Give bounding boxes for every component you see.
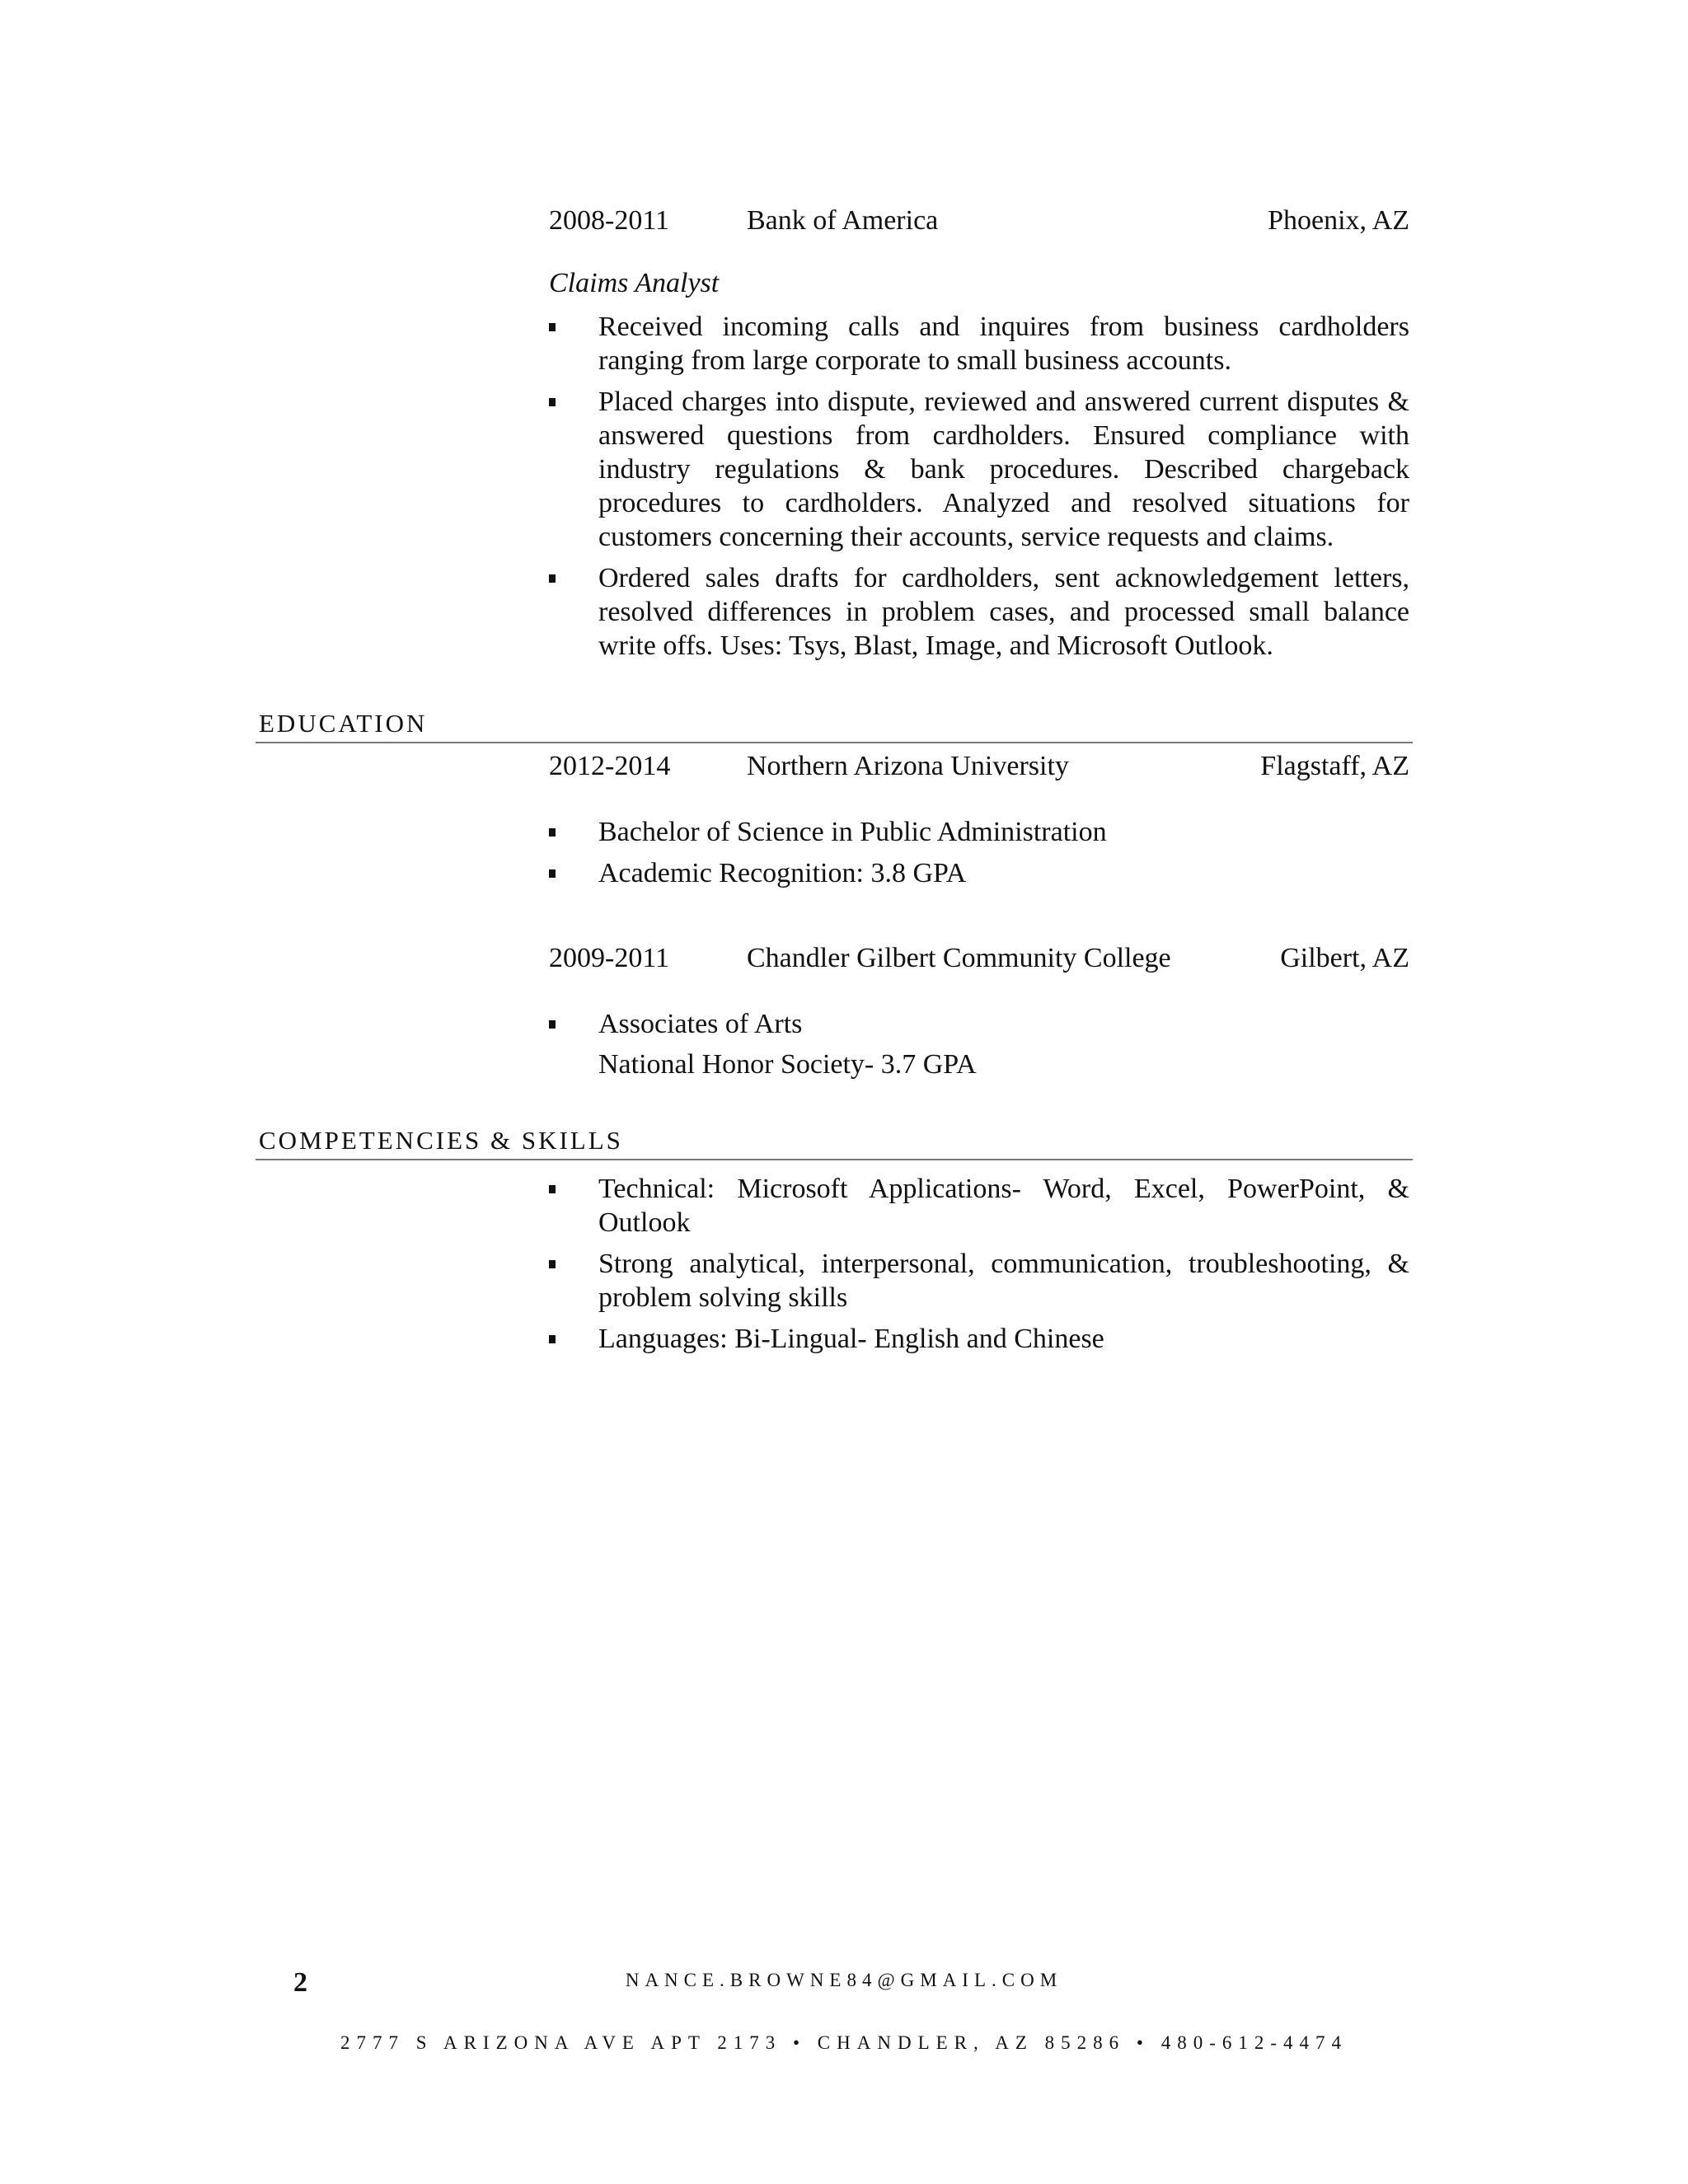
education-note: National Honor Society- 3.7 GPA [598, 1049, 977, 1080]
experience-role: Claims Analyst [549, 268, 720, 298]
square-bullet-icon [549, 1020, 556, 1029]
bullet-text: Associates of Arts [598, 1009, 803, 1039]
square-bullet-icon [549, 1185, 556, 1193]
skills-bullet-list [549, 1172, 1409, 1356]
list-item [549, 310, 1409, 377]
square-bullet-icon [549, 1260, 556, 1268]
square-bullet-icon [549, 323, 556, 331]
education-years: 2009-2011 [549, 943, 670, 973]
bullet-text: Bachelor of Science in Public Administration [598, 817, 1107, 847]
bullet-text: Received incoming calls and inquires from business cardholders ranging from large corporate to small business accounts. [598, 312, 1409, 376]
bullet-text: Technical: Microsoft Applications- Word, Excel, PowerPoint, & Outlook [598, 1174, 1409, 1238]
list-item [549, 561, 1409, 663]
education-bullet-list [549, 812, 1409, 894]
list-item [549, 385, 1409, 554]
footer-email: NANCE.BROWNE84@GMAIL.COM [625, 1970, 1063, 1990]
list-item [549, 812, 1409, 853]
bullet-text: Ordered sales drafts for cardholders, sent acknowledgement letters, resolved differences in problem cases, and processed small balance write offs. Uses: Tsys, Blast, Image, and Microsoft Outlook. [598, 563, 1409, 661]
education-school: Chandler Gilbert Community College [747, 943, 1171, 973]
education-section-title: EDUCATION [259, 709, 428, 738]
experience-location: Phoenix, AZ [1268, 205, 1409, 236]
experience-years: 2008-2011 [549, 205, 670, 236]
education-entry-header [549, 939, 1409, 978]
education-school: Northern Arizona University [747, 751, 1069, 781]
skills-divider [256, 1159, 1413, 1160]
bullet-text: Languages: Bi-Lingual- English and Chinese [598, 1324, 1104, 1354]
experience-bullet-list [549, 310, 1409, 663]
square-bullet-icon [549, 574, 556, 583]
footer-address: 2777 S ARIZONA AVE APT 2173 • CHANDLER, AZ 85286 • 480-612-4474 [340, 2032, 1348, 2053]
square-bullet-icon [549, 828, 556, 837]
list-item [549, 1247, 1409, 1315]
education-divider [256, 742, 1413, 743]
square-bullet-icon [549, 398, 556, 406]
education-years: 2012-2014 [549, 751, 671, 781]
bullet-text: Placed charges into dispute, reviewed and answered current disputes & answered questions from cardholders. Ensured compliance with industry regulations & bank procedures. Described chargeback procedures to cardholders. Analyzed and resolved situations for customers concerning their accounts, service requests and claims. [598, 387, 1409, 552]
square-bullet-icon [549, 1335, 556, 1343]
square-bullet-icon [549, 869, 556, 878]
education-entry-header [549, 747, 1409, 786]
list-item [549, 1322, 1409, 1356]
bullet-text: Academic Recognition: 3.8 GPA [598, 858, 967, 888]
education-bullet-list [549, 1004, 1409, 1045]
experience-organization: Bank of America [747, 205, 939, 236]
experience-entry-header [549, 201, 1409, 241]
education-location: Gilbert, AZ [1280, 943, 1409, 973]
skills-section-title: COMPETENCIES & SKILLS [259, 1126, 623, 1155]
list-item [549, 853, 1409, 894]
bullet-text: Strong analytical, interpersonal, communication, troubleshooting, & problem solving skills [598, 1249, 1409, 1313]
list-item [549, 1004, 1409, 1045]
page-number: 2 [293, 1967, 307, 1998]
education-location: Flagstaff, AZ [1260, 751, 1409, 781]
list-item [549, 1172, 1409, 1240]
